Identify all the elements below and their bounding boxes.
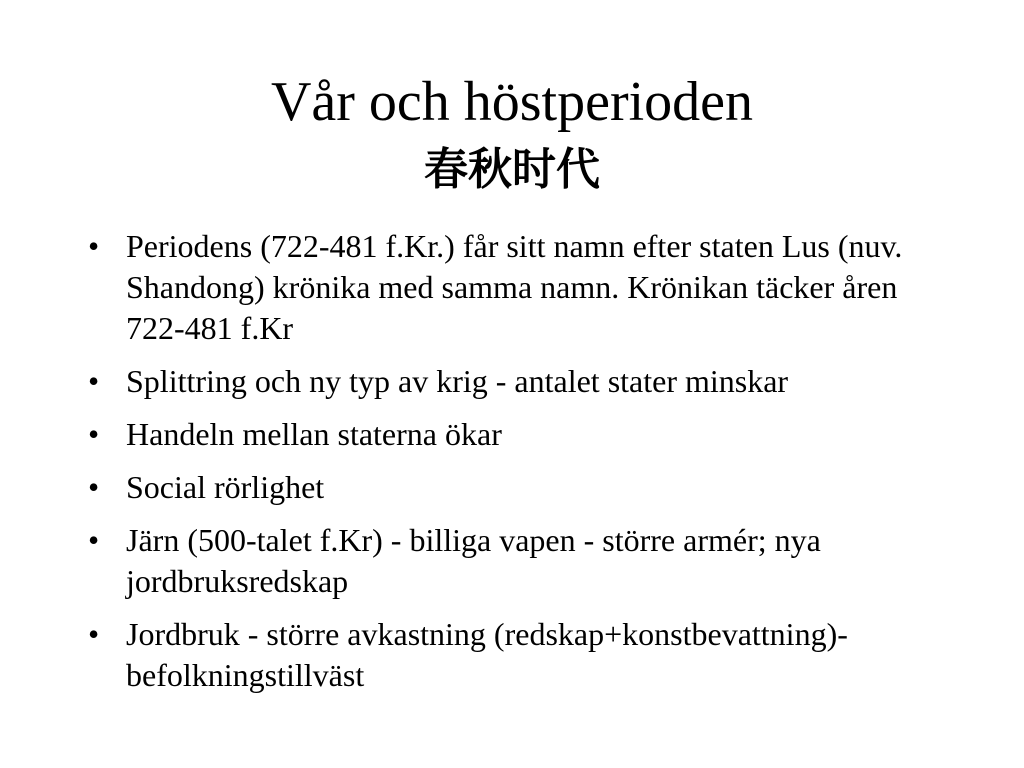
bullet-text: Järn (500-talet f.Kr) - billiga vapen - större armér; nya jordbruksredskap (126, 522, 821, 599)
bullet-icon: • (88, 469, 100, 505)
bullet-item (86, 614, 956, 696)
slide-subtitle: 春秋时代 (424, 144, 600, 195)
bullet-item (86, 414, 956, 455)
bullet-item (86, 520, 956, 602)
bullet-item (86, 467, 956, 508)
bullet-icon: • (88, 228, 100, 264)
bullet-text: Splittring och ny typ av krig - antalet stater minskar (126, 363, 789, 399)
bullet-list (86, 226, 956, 708)
bullet-icon: • (88, 616, 100, 652)
bullet-item (86, 361, 956, 402)
bullet-text: Handeln mellan staterna ökar (126, 416, 502, 452)
bullet-icon: • (88, 363, 100, 399)
slide-title: Vår och höstperioden (270, 71, 754, 133)
bullet-text: Jordbruk - större avkastning (redskap+konstbevattning)- befolkningstillväst (126, 616, 848, 693)
bullet-icon: • (88, 522, 100, 558)
bullet-item (86, 226, 956, 349)
bullet-text: Social rörlighet (126, 469, 325, 505)
bullet-icon: • (88, 416, 100, 452)
bullet-text: Periodens (722-481 f.Kr.) får sitt namn efter staten Lus (nuv. Shandong) krönika med samma namn. Krönikan täcker åren 722-481 f.Kr (126, 228, 903, 346)
